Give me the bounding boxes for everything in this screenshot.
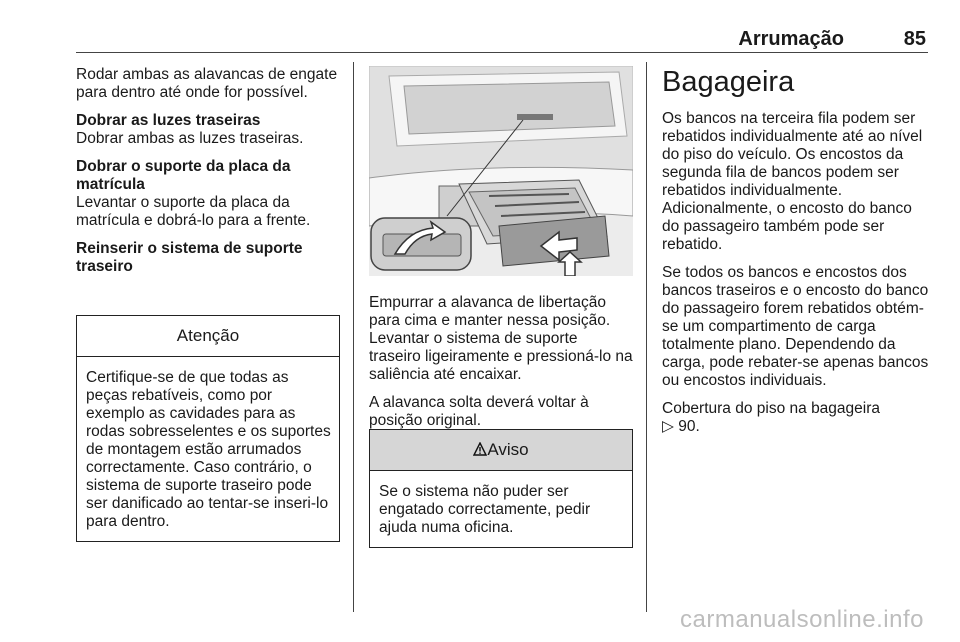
section-title: Arrumação [738,28,844,50]
page-reference-arrow-icon: ▷ [662,418,674,435]
floor-cover-page-ref[interactable] [662,418,932,436]
subheading-reinsert: Reinserir o sistema de suporte traseiro [76,240,303,275]
notice-box [369,429,633,548]
flat-floor-paragraph: Se todos os bancos e encostos dos bancos traseiros e o encosto do banco do passageiro forem rebatidos obtém-se um compartimento de carga totalmente plano. Dependendo da carga, pode rebater-se apenas bancos ou encostos individuais. [662,264,929,389]
passenger-seat-paragraph: Adicionalmente, o encosto do banco do passageiro também pode ser rebatido. [662,200,912,253]
column-middle [369,294,633,440]
notice-box-text: Se o sistema não puder ser engatado correctamente, pedir ajuda numa oficina. [379,483,591,536]
section-heading: Bagageira [662,66,795,98]
notice-box-title: Aviso [487,440,529,459]
lever-return-paragraph: A alavanca solta deverá voltar à posição original. [369,394,589,429]
intro-paragraph: Rodar ambas as alavancas de engate para dentro até onde for possível. [76,66,338,101]
third-row-paragraph: Os bancos na terceira fila podem ser rebatidos individualmente até ao nível do piso do veículo. Os encostos da segunda fila de bancos podem ser rebatidos individualmente. [662,110,923,199]
page-ref-number: 90. [678,418,700,435]
subheading-tail-lights: Dobrar as luzes traseiras [76,112,261,129]
rear-carrier-illustration [369,66,633,276]
subheading-plate-holder: Dobrar o suporte da placa da matrícula [76,158,291,193]
warning-box-text: Certifique-se de que todas as peças rebatíveis, como por exemplo as cavidades para as rodas sobresselentes e os suportes de montagem estão arrumados correctamente. Caso contrário, o sistema de suporte traseiro pode ser danificado ao tentar-se inseri-lo para dentro. [86,369,331,530]
floor-cover-reference: Cobertura do piso na bagageira [662,400,881,417]
plate-holder-text: Levantar o suporte da placa da matrícula e dobrá-lo para a frente. [76,194,311,229]
push-lever-paragraph: Empurrar a alavanca de libertação para cima e manter nessa posição. Levantar o sistema de suporte traseiro ligeiramente e pressioná-lo na saliência até encaixar. [369,294,633,383]
warning-triangle-icon [473,442,487,456]
notice-box-header [370,430,632,471]
page-header [76,28,928,53]
column-left [76,66,342,286]
page-number: 85 [903,28,926,50]
warning-box-title: Atenção [77,316,339,357]
warning-box [76,315,340,542]
watermark: carmanualsonline.info [680,606,924,633]
column-divider-right [646,62,647,612]
column-divider-left [353,62,354,612]
column-right [662,66,932,446]
tail-lights-text: Dobrar ambas as luzes traseiras. [76,130,304,147]
